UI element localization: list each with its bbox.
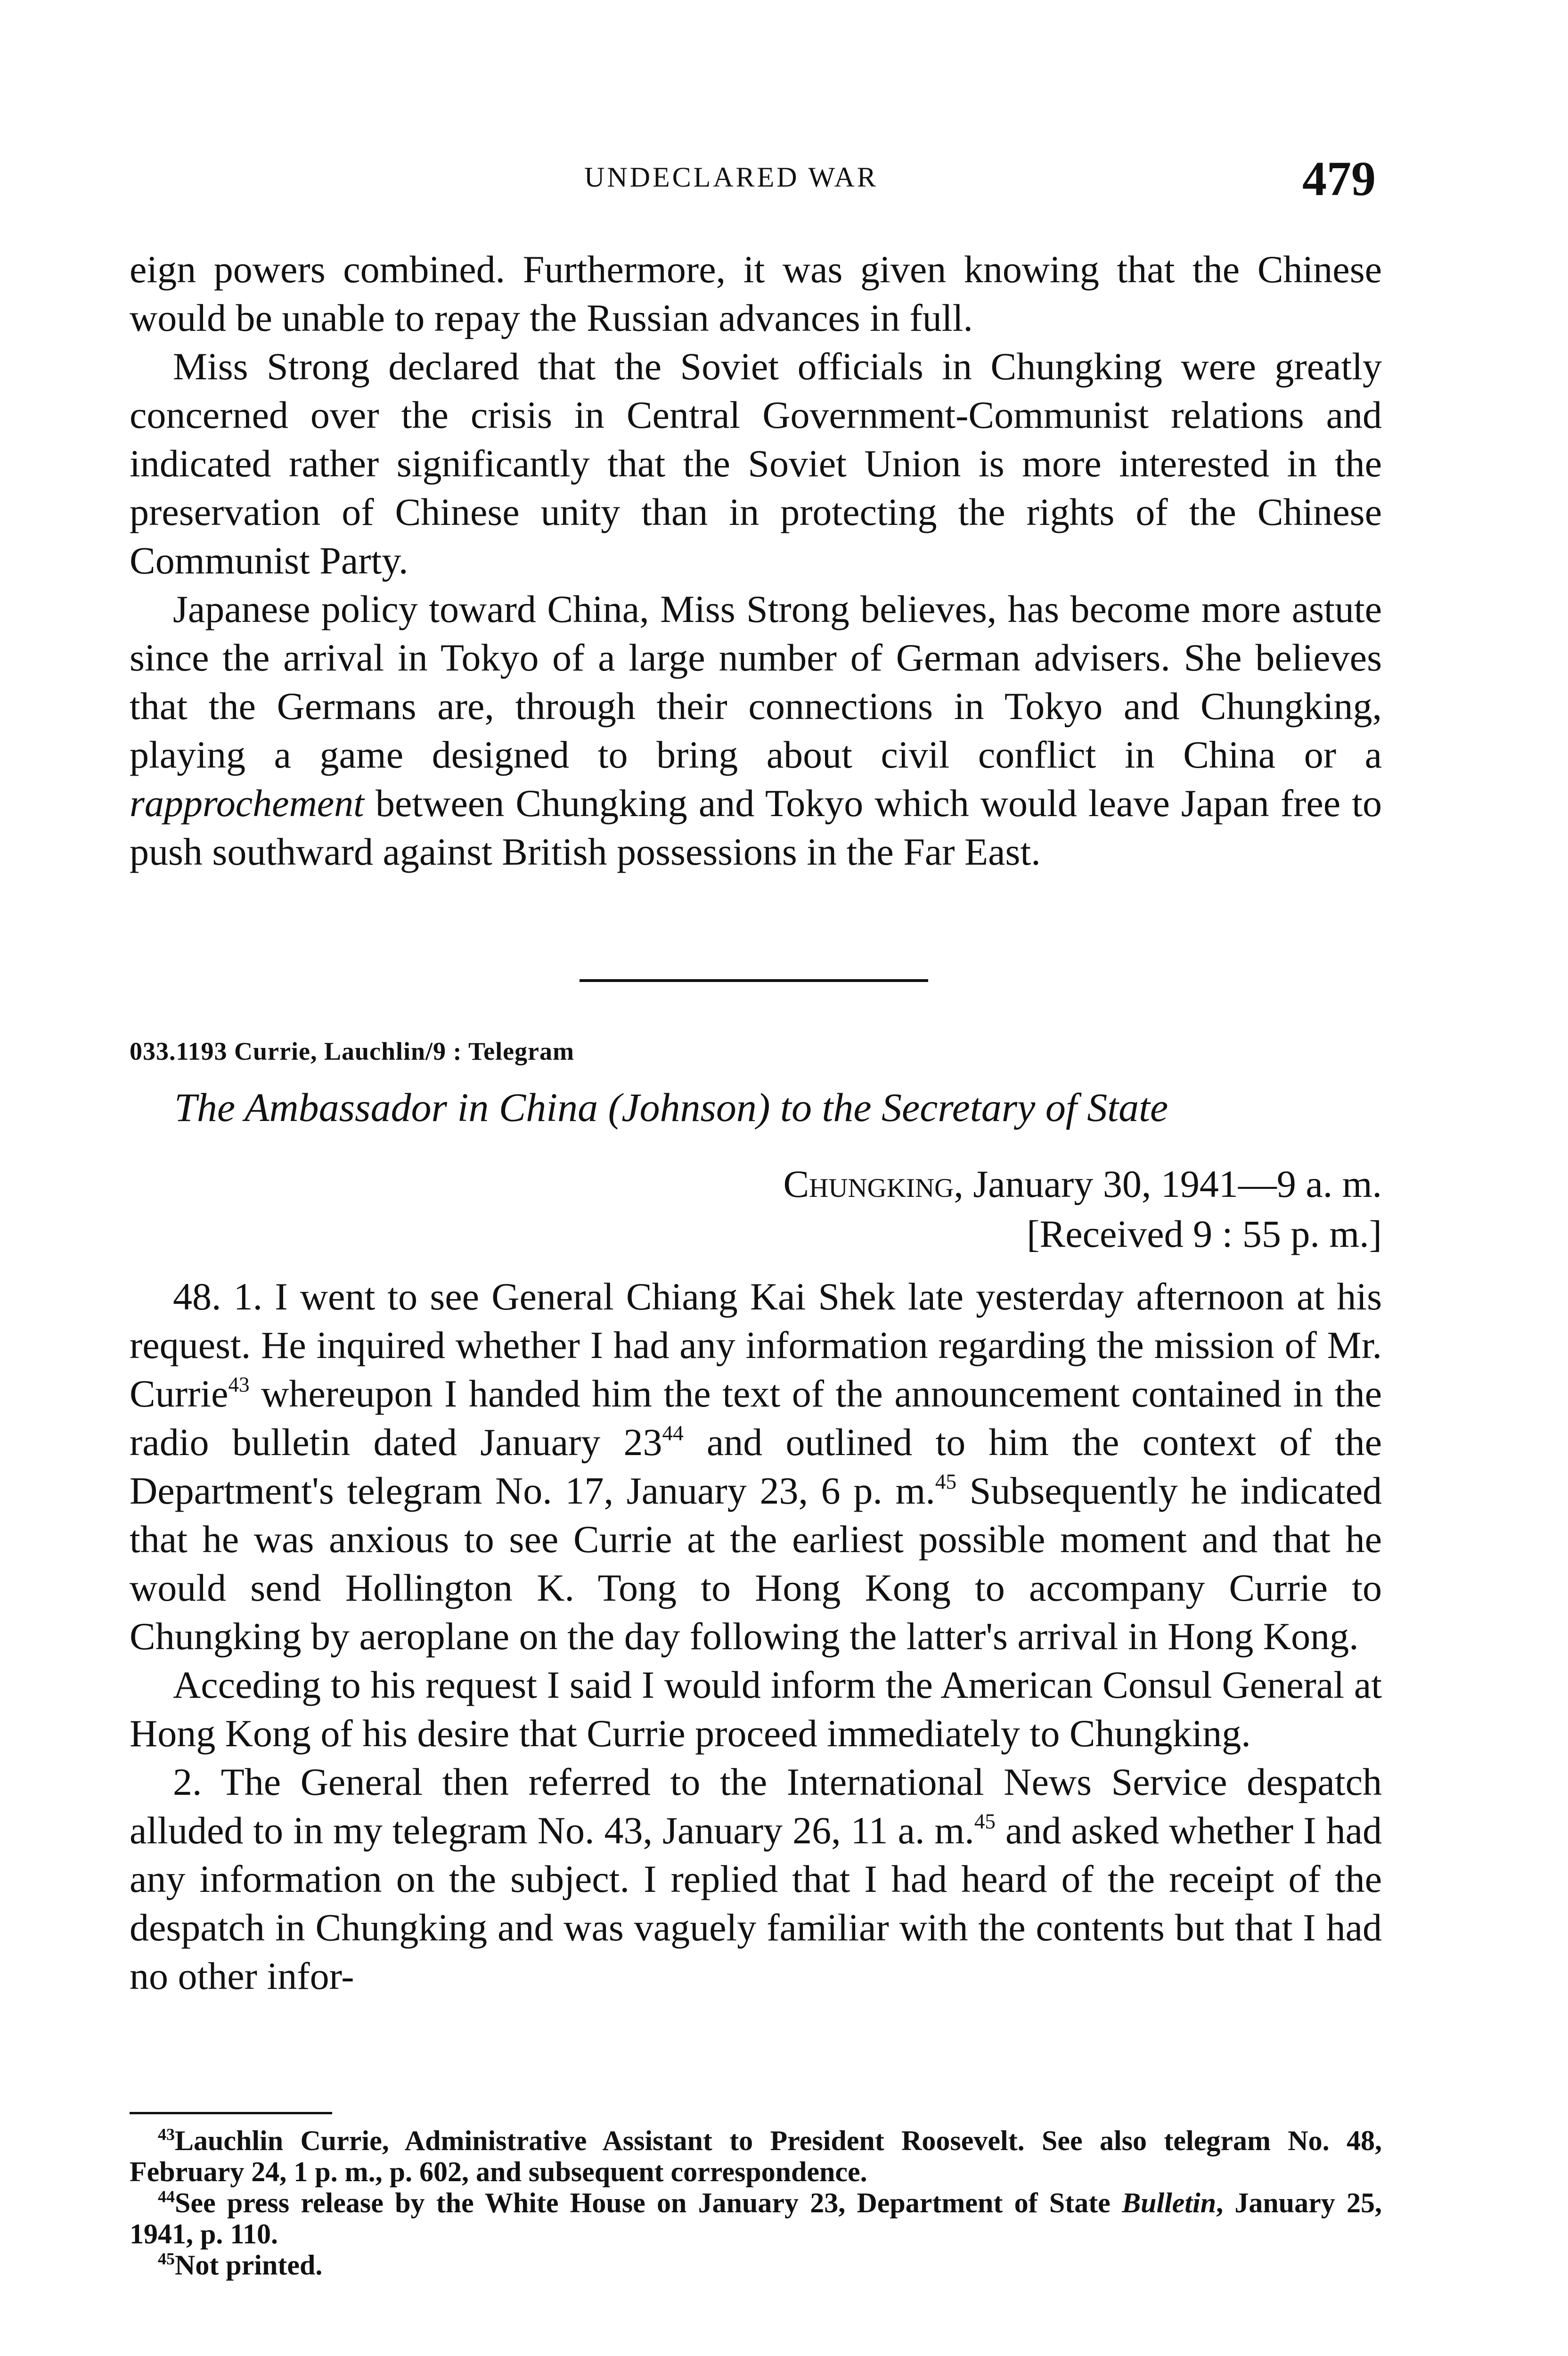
file-reference: 033.1193 Currie, Lauchlin/9 : Telegram <box>130 1037 575 1065</box>
footnote <box>130 2125 1382 2187</box>
dateline-place: Chungking <box>783 1162 954 1205</box>
footnote-mark: 44 <box>158 2187 175 2206</box>
footnote-text: Not printed. <box>175 2250 323 2281</box>
page-number: 479 <box>1302 152 1376 206</box>
footnote <box>130 2250 1382 2281</box>
section-divider <box>580 979 928 982</box>
footnote-italic: Bulletin <box>1122 2187 1217 2218</box>
paragraph-text: 48. 1. I went to see General Chiang Kai Shek late yesterday afternoon at his request. He inquired whether I had any information regarding the mission of Mr. Currie <box>130 1275 1382 1415</box>
received-time: [Received 9 : 55 p. m.] <box>1027 1212 1382 1255</box>
paragraph-text: and asked whether I had any information on the subject. I replied that I had heard of the receipt of the despatch in Chungking and was vaguely familiar with the contents but that I had no other infor- <box>130 1809 1382 1997</box>
footnote-text: See press release by the White House on January 23, Department of State <box>175 2187 1122 2218</box>
footnote-ref: 45 <box>935 1470 957 1494</box>
paragraph-text: 2. The General then referred to the International News Service despatch alluded to in my telegram No. 43, January 26, 11 a. m. <box>130 1760 1382 1852</box>
paragraph-text: between Chungking and Tokyo which would leave Japan free to push southward against British possessions in the Far East. <box>130 782 1382 873</box>
italic-term: rapprochement <box>130 782 364 825</box>
footnote-ref: 45 <box>974 1809 996 1833</box>
telegram-body <box>130 1272 1382 2000</box>
footnote-mark: 43 <box>158 2125 175 2144</box>
footnote <box>130 2187 1382 2250</box>
footnote-divider <box>130 2112 332 2114</box>
footnote-mark: 45 <box>158 2249 175 2268</box>
paragraph-text: whereupon I handed him the text of the announcement contained in the radio bulletin dated January 23 <box>130 1372 1382 1464</box>
document-title: The Ambassador in China (Johnson) to the Secretary of State <box>174 1085 1168 1130</box>
running-head: UNDECLARED WAR <box>584 162 878 193</box>
footnotes <box>130 2125 1382 2281</box>
dateline <box>783 1159 1382 1259</box>
dateline-date: , January 30, 1941—9 a. m. <box>954 1162 1382 1205</box>
footnote-ref: 44 <box>662 1421 684 1445</box>
paragraph <box>130 1272 1382 1661</box>
page-header <box>0 151 1568 212</box>
footnote-text: , January 25, 1941, p. 110. <box>130 2187 1382 2250</box>
intro-text <box>130 245 1382 876</box>
paragraph <box>130 585 1382 876</box>
footnote-ref: 43 <box>228 1373 250 1397</box>
paragraph <box>130 1758 1382 2000</box>
paragraph-text: Subsequently he indicated that he was anxious to see Currie at the earliest possible moment and that he would send Hollington K. Tong to Hong Kong to accompany Currie to Chungking by aeroplane on the day following the latter's arrival in Hong Kong. <box>130 1469 1382 1658</box>
footnote-text: Lauchlin Currie, Administrative Assistant to President Roosevelt. See also telegram No. 48, February 24, 1 p. m., p. 602, and subsequent correspondence. <box>130 2125 1382 2187</box>
paragraph-text: and outlined to him the context of the Department's telegram No. 17, January 23, 6 p. m. <box>130 1421 1382 1512</box>
paragraph-text: Japanese policy toward China, Miss Strong believes, has become more astute since the arrival in Tokyo of a large number of German advisers. She believes that the Germans are, through their connections in Tokyo and Chungking, playing a game designed to bring about civil conflict in China or a <box>130 588 1382 776</box>
paragraph: Acceding to his request I said I would inform the American Consul General at Hong Kong of his desire that Currie proceed immediately to Chungking. <box>130 1663 1382 1755</box>
paragraph: eign powers combined. Furthermore, it was given knowing that the Chinese would be unable to repay the Russian advances in full. <box>130 248 1382 339</box>
paragraph: Miss Strong declared that the Soviet officials in Chungking were greatly concerned over the crisis in Central Government-Communist relations and indicated rather significantly that the Soviet Union is more interested in the preservation of Chinese unity than in protecting the rights of the Chinese Communist Party. <box>130 345 1382 582</box>
dateline-line <box>783 1159 1382 1209</box>
